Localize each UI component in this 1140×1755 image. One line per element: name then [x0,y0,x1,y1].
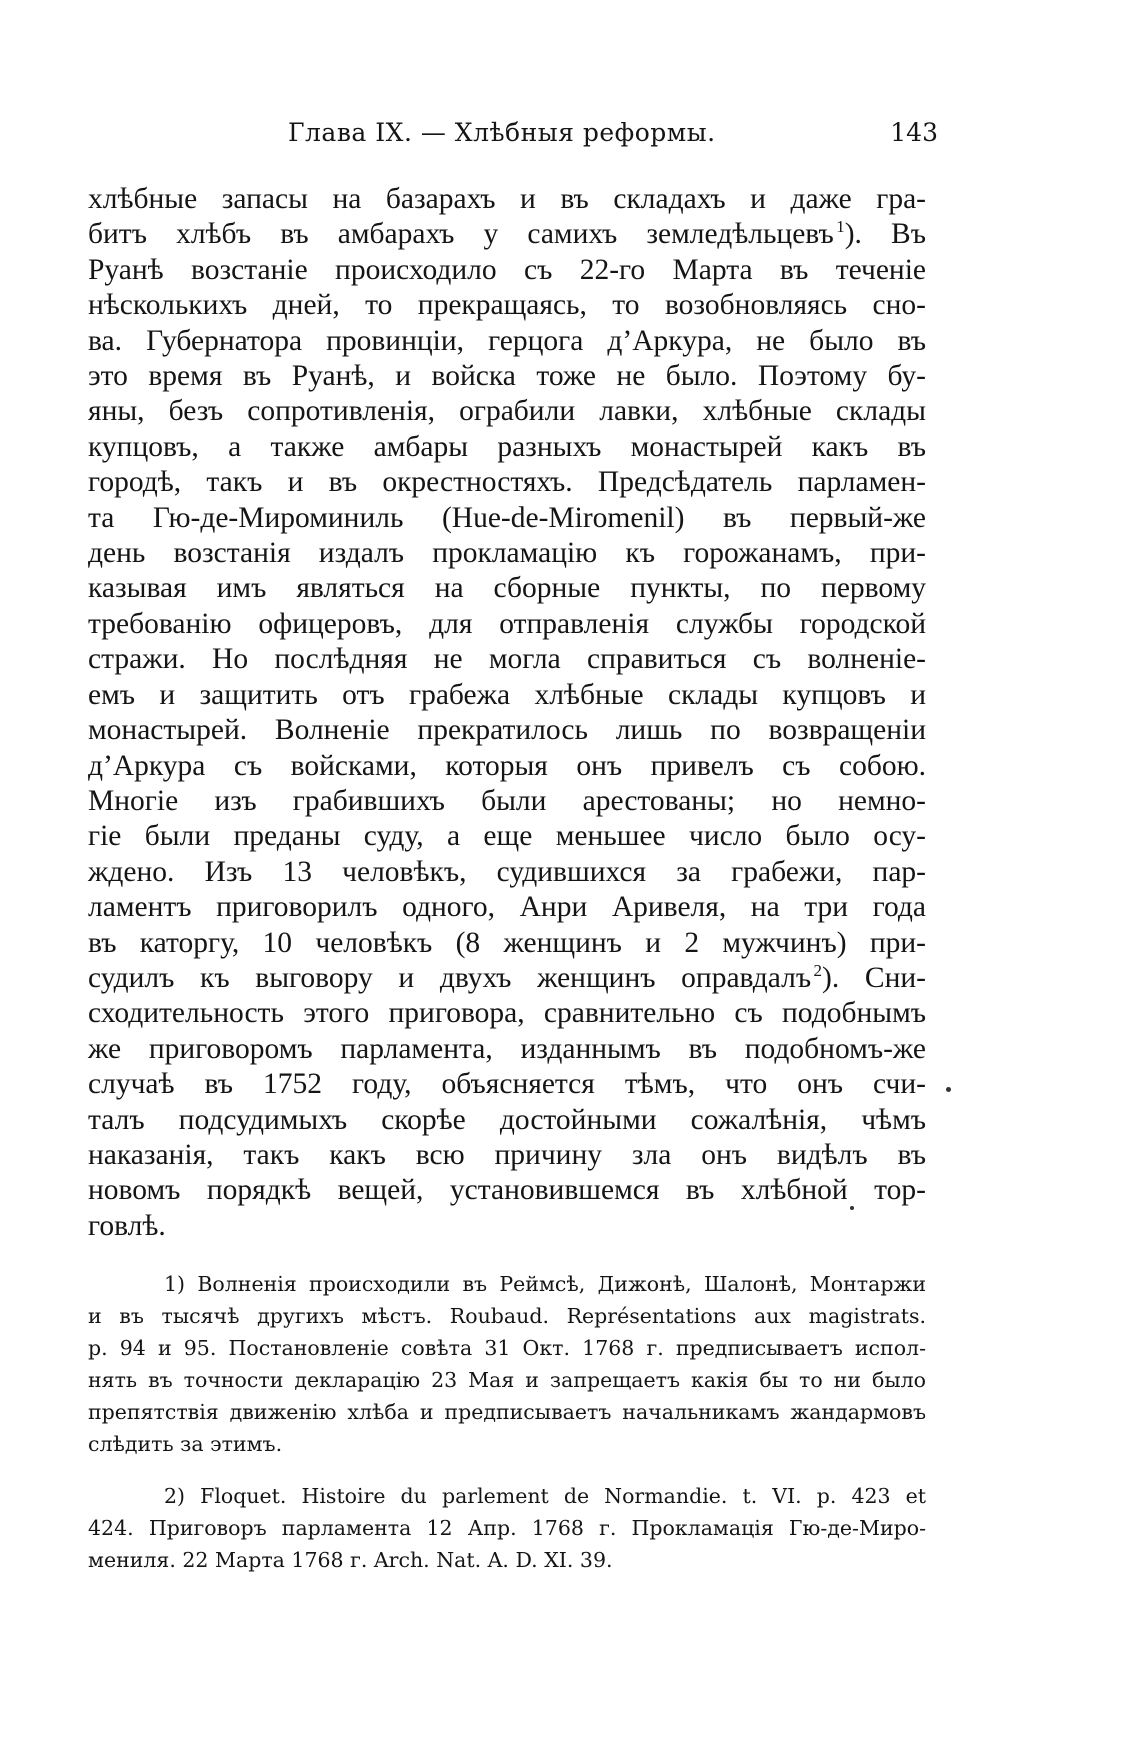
text-line: судилъ къ выговору и двухъ женщинъ оправдалъ $^2$). Сни- [88,960,926,994]
text-line: требованію офицеровъ, для отправленія службы городской [88,607,926,640]
text-line: въ каторгу, 10 человѣкъ (8 женщинъ и 2 мужчинъ) при- [88,926,926,959]
text-line: купцовъ, а также амбары разныхъ монастырей какъ въ [88,430,926,463]
footnotes [88,1268,926,1576]
footnote-line: 1) Волненія происходили въ Реймсѣ, Дижонѣ, Шалонѣ, Монтаржи [164,1272,926,1296]
footnote-line: слѣдить за этимъ. [88,1432,283,1456]
footnote-line: и въ тысячѣ другихъ мѣстъ. Roubaud. Représentations aux magistrats. [88,1304,926,1328]
footnote-line: 2) Floquet. Histoire du parlement de Normandie. t. VI. p. 423 et [164,1484,926,1508]
main-text [88,182,926,1244]
text-line: Руанѣ возстаніе происходило съ 22-го Марта въ теченіе [88,253,926,286]
text-line: случаѣ въ 1752 году, объясняется тѣмъ, что онъ счи- [88,1068,926,1101]
text-line: битъ хлѣбъ въ амбарахъ у самихъ земледѣльцевъ $^1$). Въ [88,217,926,251]
text-line: Многіе изъ грабившихъ были арестованы; но немно- [88,784,926,817]
text-line: та Гю-де-Мироминиль (Hue-de-Miromenil) въ первый-же [88,501,926,534]
text-line: д’Аркура съ войсками, которыя онъ привелъ съ собою. [88,749,926,782]
text-line: талъ подсудимыхъ скорѣе достойными сожалѣнія, чѣмъ [88,1103,926,1136]
text-line: казывая имъ являться на сборные пункты, по первому [88,572,926,605]
footnote-2 [88,1480,926,1576]
text-line: наказанія, такъ какъ всю причину зла онъ видѣлъ въ [88,1138,926,1171]
text-line: новомъ порядкѣ вещей, установившемся въ хлѣбной тор- [88,1174,926,1207]
footnote-line: препятствія движенію хлѣба и предписываетъ начальникамъ жандармовъ [88,1400,926,1424]
footnote-line: 424. Приговоръ парламента 12 Апр. 1768 г. Прокламація Гю-де-Миро- [88,1516,926,1540]
text-line: нѣсколькихъ дней, то прекращаясь, то возобновляясь сно- [88,289,926,322]
text-line: монастырей. Волненіе прекратилось лишь по возвращеніи [88,714,926,747]
text-line: емъ и защитить отъ грабежа хлѣбные склады купцовъ и [88,678,926,711]
running-header [88,118,938,158]
scan-speck [850,1206,854,1210]
scan-speck [946,1087,951,1092]
text-line: же приговоромъ парламента, изданнымъ въ подобномъ-же [88,1032,926,1065]
text-line: сходительность этого приговора, сравнительно съ подобнымъ [88,997,926,1030]
footnote-mark: 2 [813,960,823,980]
text-line: это время въ Руанѣ, и войска тоже не было. Поэтому бу- [88,360,926,393]
footnote-spacer [88,1460,926,1480]
text-line: говлѣ. [88,1209,166,1242]
page-number: 143 [890,118,938,147]
footnote-mark: 1 [836,217,845,237]
text-line: городѣ, такъ и въ окрестностяхъ. Предсѣдатель парламен- [88,466,926,499]
text-line: яны, безъ сопротивленія, ограбили лавки, хлѣбные склады [88,395,926,428]
chapter-title: Глава IX. — Хлѣбныя реформы. [288,118,716,147]
text-line: хлѣбные запасы на базарахъ и въ складахъ и даже гра- [88,183,926,215]
text-line: ламентъ приговорилъ одного, Анри Аривеля, на три года [88,891,926,924]
footnote-line: нять въ точности декларацію 23 Мая и запрещаетъ какія бы то ни было [88,1368,926,1392]
footnote-mark: 1 [164,1272,178,1296]
footnote-line: мениля. 22 Марта 1768 г. Arch. Nat. A. D. XI. 39. [88,1548,613,1572]
text-line: ждено. Изъ 13 человѣкъ, судившихся за грабежи, пар- [88,855,926,888]
footnote-mark: 2 [164,1484,178,1508]
text-line: стражи. Но послѣдняя не могла справиться съ волненіе- [88,643,926,676]
text-line: день возстанія издалъ прокламацію къ горожанамъ, при- [88,537,926,570]
footnote-1 [88,1268,926,1460]
text-line: ва. Губернатора провинціи, герцога д’Аркура, не было въ [88,324,926,357]
text-line: гіе были преданы суду, а еще меньшее число было осу- [88,820,926,853]
footnote-line: p. 94 и 95. Постановленіе совѣта 31 Окт. 1768 г. предписываетъ испол- [88,1336,926,1360]
